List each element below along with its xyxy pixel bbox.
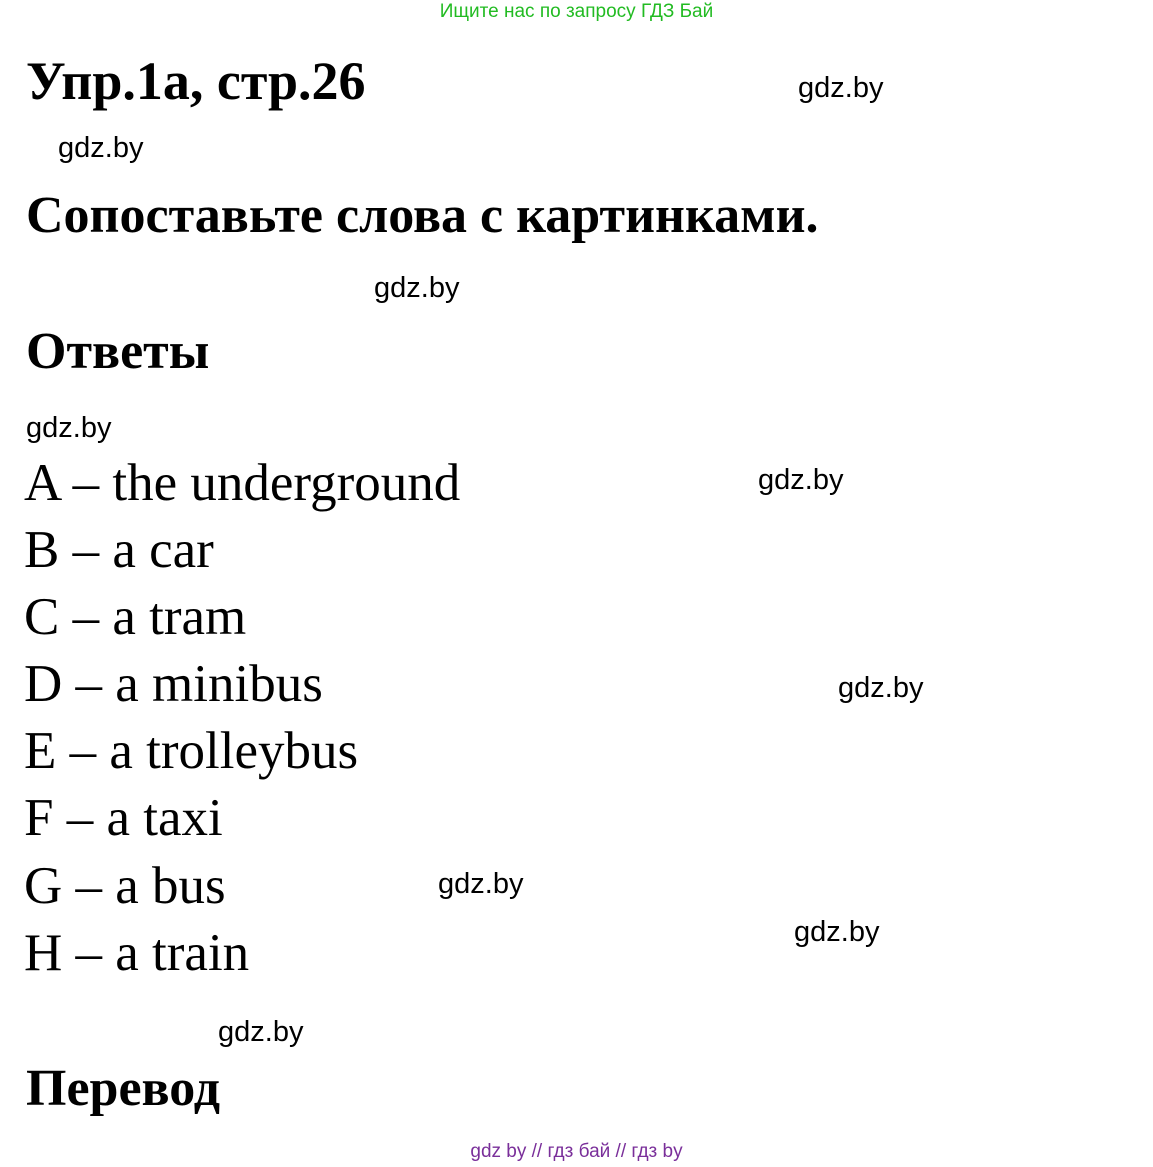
answer-item: A – the underground xyxy=(24,454,461,512)
watermark: gdz.by xyxy=(374,272,460,304)
answer-item: G – a bus xyxy=(24,856,226,915)
watermark: gdz.by xyxy=(838,672,924,704)
top-banner: Ищите нас по запросу ГДЗ Бай xyxy=(439,1,714,22)
watermark: gdz.by xyxy=(438,868,524,900)
answer-item: C – a tram xyxy=(24,588,247,647)
answer-item: E – a trolleybus xyxy=(24,722,359,781)
watermark: gdz.by xyxy=(798,72,884,104)
watermark: gdz.by xyxy=(58,132,144,164)
watermark: gdz.by xyxy=(26,412,112,444)
answers-heading: Ответы xyxy=(26,323,210,380)
exercise-title: Упр.1а, стр.26 xyxy=(26,51,366,111)
footer-links: gdz by // гдз бай // гдз by xyxy=(470,1141,683,1162)
answer-item: D – a minibus xyxy=(24,655,323,714)
task-heading: Сопоставьте слова с картинками. xyxy=(26,187,819,244)
answer-list xyxy=(24,450,460,987)
answer-item: B – a car xyxy=(24,521,214,580)
watermark: gdz.by xyxy=(218,1016,304,1048)
answer-item: F – a taxi xyxy=(24,789,223,848)
watermark: gdz.by xyxy=(794,916,880,948)
translation-heading: Перевод xyxy=(26,1060,221,1117)
watermark: gdz.by xyxy=(758,464,844,496)
answer-item: H – a train xyxy=(24,923,250,982)
